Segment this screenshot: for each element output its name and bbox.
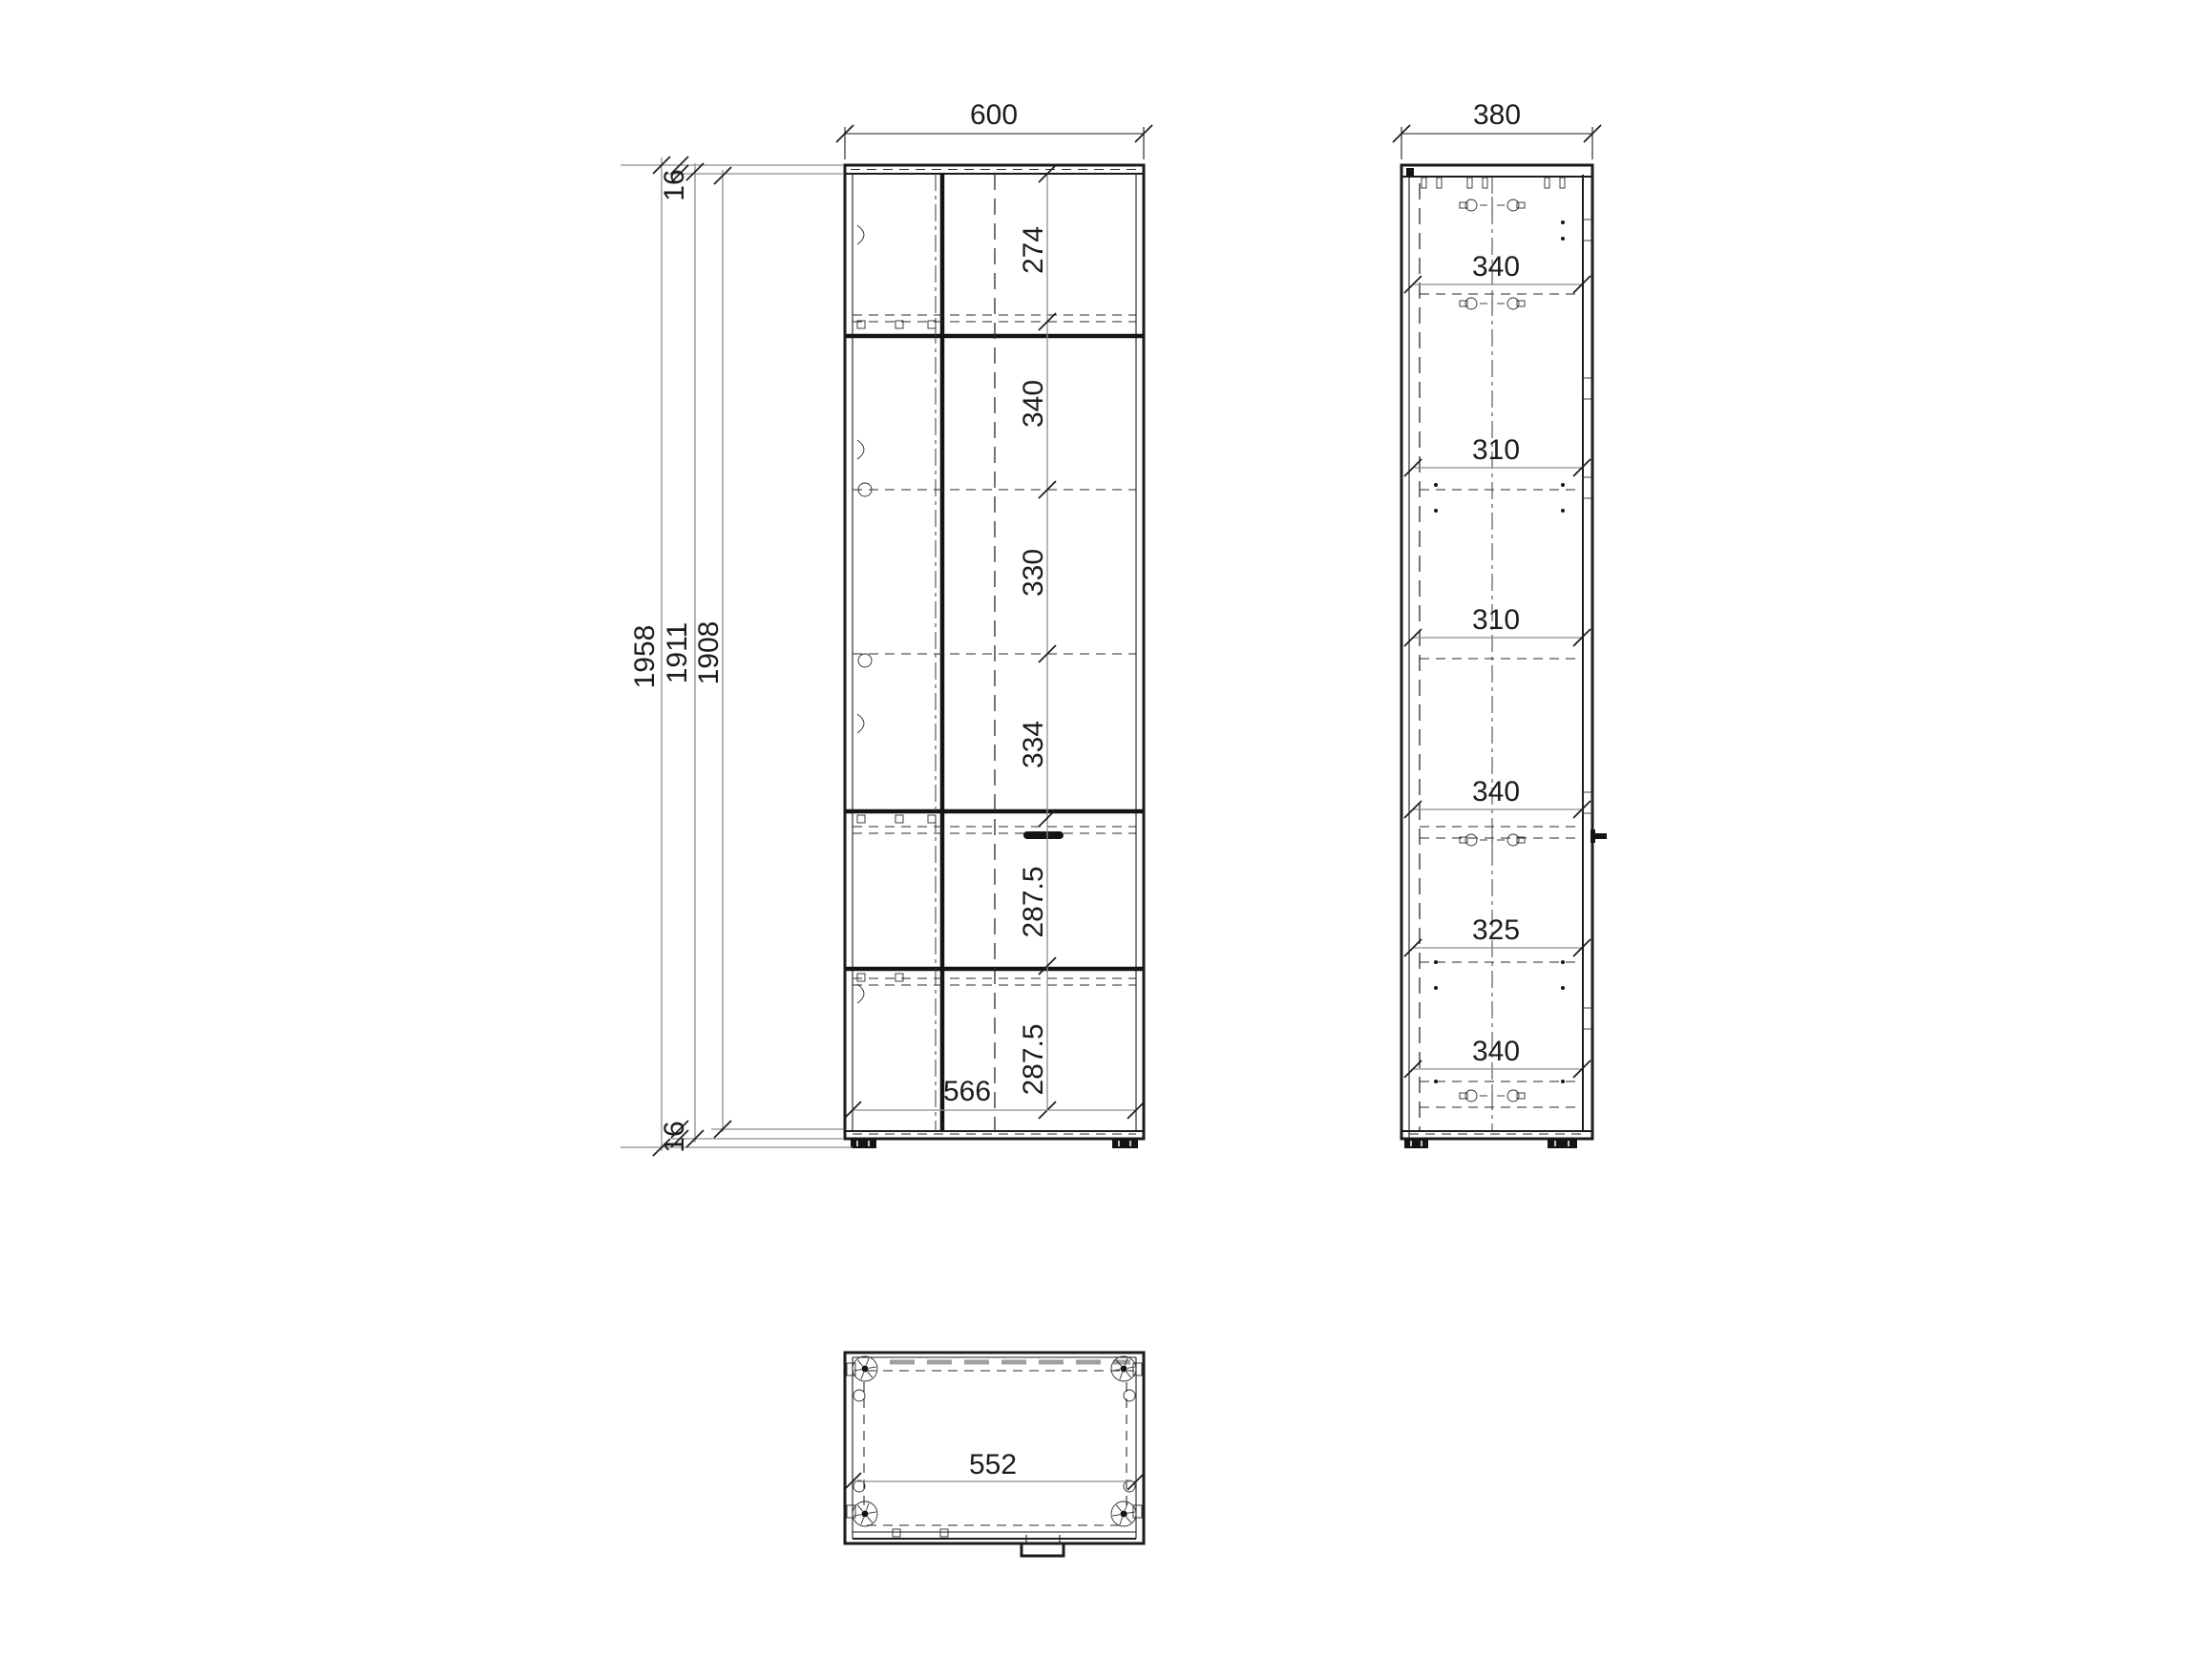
- front-section-dim-label: 330: [1018, 548, 1049, 598]
- top-panel-thickness-label: 16: [659, 169, 690, 201]
- front-width-dim-label: 600: [969, 99, 1019, 131]
- hinge-icon: [857, 440, 864, 459]
- drawer-handle: [1023, 831, 1064, 839]
- front-section-dim-label: 334: [1018, 720, 1049, 769]
- top-inner-width-dim-label: 552: [968, 1449, 1018, 1480]
- side-depth-dim-label: 380: [1472, 99, 1522, 131]
- foot-wheel-icon: [1111, 1501, 1136, 1526]
- side-handle: [1591, 829, 1607, 843]
- front-height-dim-label: 1908: [693, 620, 725, 685]
- cam-lock-icon: [1460, 1087, 1525, 1104]
- front-view: [845, 165, 1144, 1148]
- cam-lock-icon: [1460, 295, 1525, 312]
- side-dimensions: [1393, 99, 1601, 1078]
- side-section-dim-label: 340: [1471, 251, 1521, 283]
- hinge-cup-icon: [858, 654, 872, 667]
- front-inner-width-dim-label: 566: [942, 1076, 992, 1107]
- front-dimensions: [621, 99, 1152, 1156]
- front-section-dim-label: 340: [1018, 379, 1049, 429]
- foot-wheel-icon: [853, 1356, 877, 1381]
- front-section-dim-label: 274: [1018, 225, 1049, 275]
- side-section-dim-label: 325: [1471, 914, 1521, 946]
- hinge-icon: [857, 225, 864, 244]
- front-section-dim-label: 287.5: [1018, 866, 1049, 938]
- cam-lock-icon: [1460, 831, 1525, 849]
- side-section-dim-label: 340: [1471, 776, 1521, 808]
- foot-wheel-icon: [853, 1501, 877, 1526]
- side-section-dim-label: 310: [1471, 604, 1521, 636]
- cam-lock-icon: [1460, 197, 1525, 214]
- side-view: [1401, 165, 1607, 1148]
- hinge-icon: [857, 714, 864, 733]
- front-height-dim-label: 1958: [629, 624, 661, 689]
- front-height-dim-label: 1911: [662, 621, 693, 684]
- bottom-panel-thickness-label: 16: [659, 1121, 690, 1153]
- hinge-icon: [857, 984, 864, 1003]
- top-outline: [845, 1353, 1144, 1543]
- side-outline: [1401, 165, 1592, 1139]
- top-view-handle: [1022, 1543, 1064, 1556]
- front-section-dim-label: 287.5: [1018, 1023, 1049, 1096]
- top-view: [844, 1353, 1145, 1556]
- side-section-dim-label: 310: [1471, 434, 1521, 466]
- side-section-dim-label: 340: [1471, 1036, 1521, 1067]
